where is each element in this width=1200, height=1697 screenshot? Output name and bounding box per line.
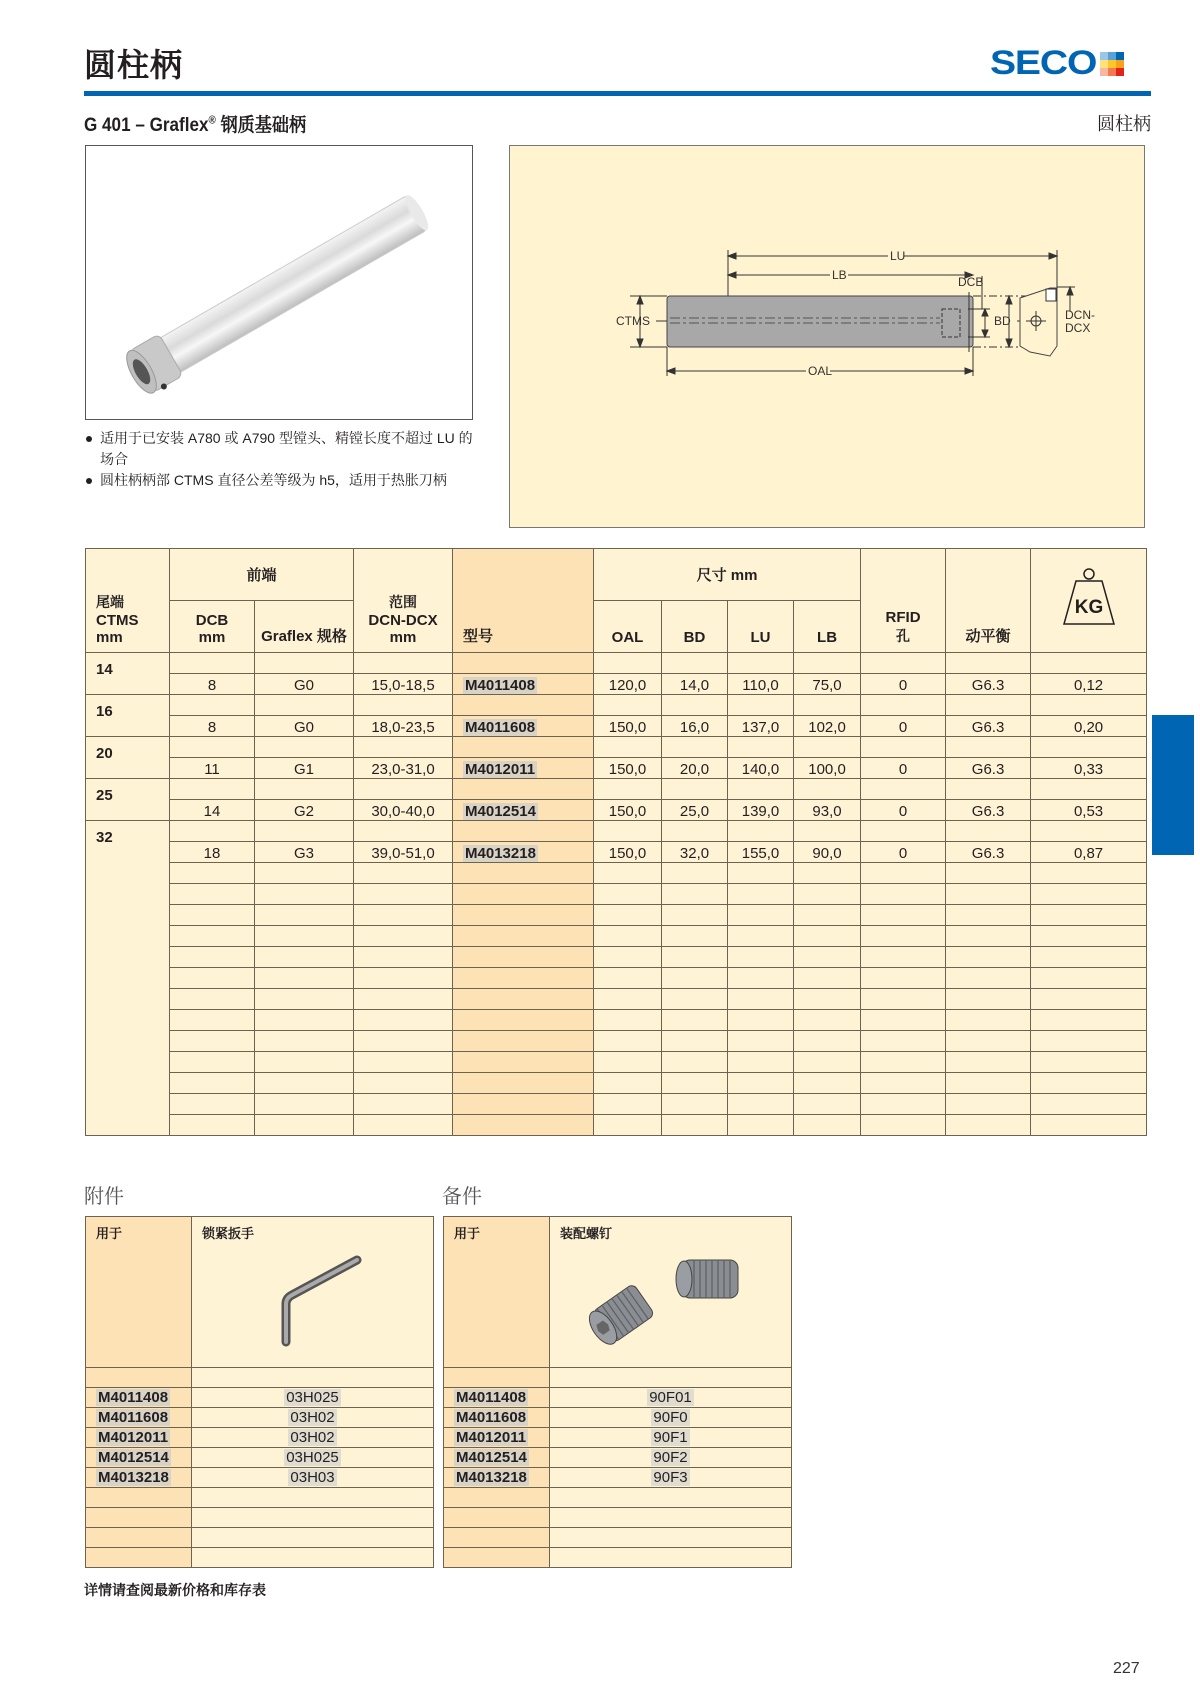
- header-bd: BD: [662, 601, 728, 653]
- empty-row: [86, 947, 1147, 968]
- model-code[interactable]: M4011408: [453, 674, 594, 695]
- header-dimensions: 尺寸 mm: [594, 549, 861, 601]
- header-balance: 动平衡: [946, 549, 1031, 653]
- product-table: [85, 548, 1147, 1136]
- header-ctms: 尾端 CTMS mm: [86, 549, 170, 653]
- header-divider: [84, 91, 1151, 96]
- table-row-group: [86, 695, 1147, 716]
- header-weight: [1031, 549, 1147, 653]
- ctms-value: 14: [86, 653, 170, 695]
- empty-row: [86, 884, 1147, 905]
- table-row-group: [86, 737, 1147, 758]
- table-row[interactable]: 8 G0 15,0-18,5 M4011408 120,0 14,0 110,0 75,0 0 G6.3 0,12: [86, 674, 1147, 695]
- empty-row: [86, 863, 1147, 884]
- page-title: 圆柱柄: [84, 46, 184, 84]
- spare-row[interactable]: M4011408 90F01: [444, 1388, 792, 1408]
- product-photo: [85, 145, 473, 420]
- label-bd: BD: [994, 314, 1011, 328]
- shank-illustration-icon: [86, 146, 472, 419]
- svg-text:KG: KG: [1074, 596, 1103, 618]
- empty-row: [86, 1031, 1147, 1052]
- header-oal: OAL: [594, 601, 662, 653]
- footer-note: 详情请查阅最新价格和库存表: [84, 1583, 266, 1599]
- label-dcb: DCB: [958, 275, 984, 289]
- empty-row: [86, 989, 1147, 1010]
- spare-row[interactable]: M4013218 90F3: [444, 1468, 792, 1488]
- hex-key-icon: [202, 1242, 422, 1352]
- model-code[interactable]: M4012514: [453, 800, 594, 821]
- header-dcb: DCB mm: [170, 601, 255, 653]
- ctms-value: 20: [86, 737, 170, 779]
- ctms-value: 25: [86, 779, 170, 821]
- ctms-value: 16: [86, 695, 170, 737]
- col-wrench: 锁紧扳手: [192, 1217, 434, 1368]
- label-ctms: CTMS: [616, 314, 650, 328]
- header-front: 前端: [170, 549, 354, 601]
- table-row[interactable]: 11 G1 23,0-31,0 M4012011 150,0 20,0 140,0 100,0 0 G6.3 0,33: [86, 758, 1147, 779]
- model-code[interactable]: M4011608: [453, 716, 594, 737]
- accessories-title: 附件: [84, 1184, 124, 1208]
- accessory-row[interactable]: M4012514 03H025: [86, 1448, 434, 1468]
- empty-row: [86, 905, 1147, 926]
- dimension-diagram: [509, 145, 1145, 528]
- spares-title: 备件: [442, 1184, 482, 1208]
- accessory-row[interactable]: M4011408 03H025: [86, 1388, 434, 1408]
- empty-row: [86, 1052, 1147, 1073]
- header-lb: LB: [794, 601, 861, 653]
- table-row-group: [86, 821, 1147, 842]
- empty-row: [86, 1094, 1147, 1115]
- accessory-row[interactable]: M4012011 03H02: [86, 1428, 434, 1448]
- label-lb: LB: [832, 268, 847, 282]
- col-for: 用于: [444, 1217, 550, 1368]
- table-row[interactable]: 14 G2 30,0-40,0 M4012514 150,0 25,0 139,0 93,0 0 G6.3 0,53: [86, 800, 1147, 821]
- empty-row: [86, 1010, 1147, 1031]
- feature-item: 适用于已安装 A780 或 A790 型镗头、精镗长度不超过 LU 的场合: [84, 428, 474, 470]
- seco-logo: [990, 44, 1124, 83]
- empty-row: [86, 1073, 1147, 1094]
- table-row[interactable]: 8 G0 18,0-23,5 M4011608 150,0 16,0 137,0 102,0 0 G6.3 0,20: [86, 716, 1147, 737]
- table-row-group: [86, 779, 1147, 800]
- brand-name: SECO: [990, 44, 1097, 82]
- spare-row[interactable]: M4012011 90F1: [444, 1428, 792, 1448]
- weight-icon: [1054, 564, 1124, 634]
- accessory-row[interactable]: M4013218 03H03: [86, 1468, 434, 1488]
- section-label: 圆柱柄: [1097, 114, 1151, 135]
- brand-squares-icon: [1100, 52, 1124, 76]
- spare-row[interactable]: M4011608 90F0: [444, 1408, 792, 1428]
- header-lu: LU: [728, 601, 794, 653]
- header-model: 型号: [453, 549, 594, 653]
- label-lu: LU: [890, 249, 906, 263]
- label-dcn: DCN-: [1065, 308, 1095, 322]
- accessory-row[interactable]: M4011608 03H02: [86, 1408, 434, 1428]
- empty-row: [86, 968, 1147, 989]
- col-screw: 装配螺钉: [550, 1217, 792, 1368]
- table-row[interactable]: 18 G3 39,0-51,0 M4013218 150,0 32,0 155,0 90,0 0 G6.3 0,87: [86, 842, 1147, 863]
- ctms-value: 32: [86, 821, 170, 1136]
- model-code[interactable]: M4012011: [453, 758, 594, 779]
- table-row-group: [86, 653, 1147, 674]
- label-oal: OAL: [808, 364, 833, 378]
- page-number: 227: [1113, 1660, 1140, 1677]
- chapter-tab[interactable]: [1152, 715, 1194, 855]
- model-code[interactable]: M4013218: [453, 842, 594, 863]
- feature-item: 圆柱柄柄部 CTMS 直径公差等级为 h5，适用于热胀刀柄: [84, 470, 474, 491]
- header-graflex: Graflex 规格: [255, 601, 354, 653]
- feature-list: [84, 428, 474, 491]
- spare-row[interactable]: M4012514 90F2: [444, 1448, 792, 1468]
- set-screw-icon: [560, 1242, 780, 1352]
- header-range: 范围 DCN-DCX mm: [354, 549, 453, 653]
- product-subtitle: G 401 – Graflex® 钢质基础柄: [84, 114, 307, 136]
- spares-table: [443, 1216, 792, 1568]
- accessories-table: [85, 1216, 434, 1568]
- empty-row: [86, 1115, 1147, 1136]
- header-rfid: RFID 孔: [861, 549, 946, 653]
- col-for: 用于: [86, 1217, 192, 1368]
- empty-row: [86, 926, 1147, 947]
- label-dcx: DCX: [1065, 321, 1091, 335]
